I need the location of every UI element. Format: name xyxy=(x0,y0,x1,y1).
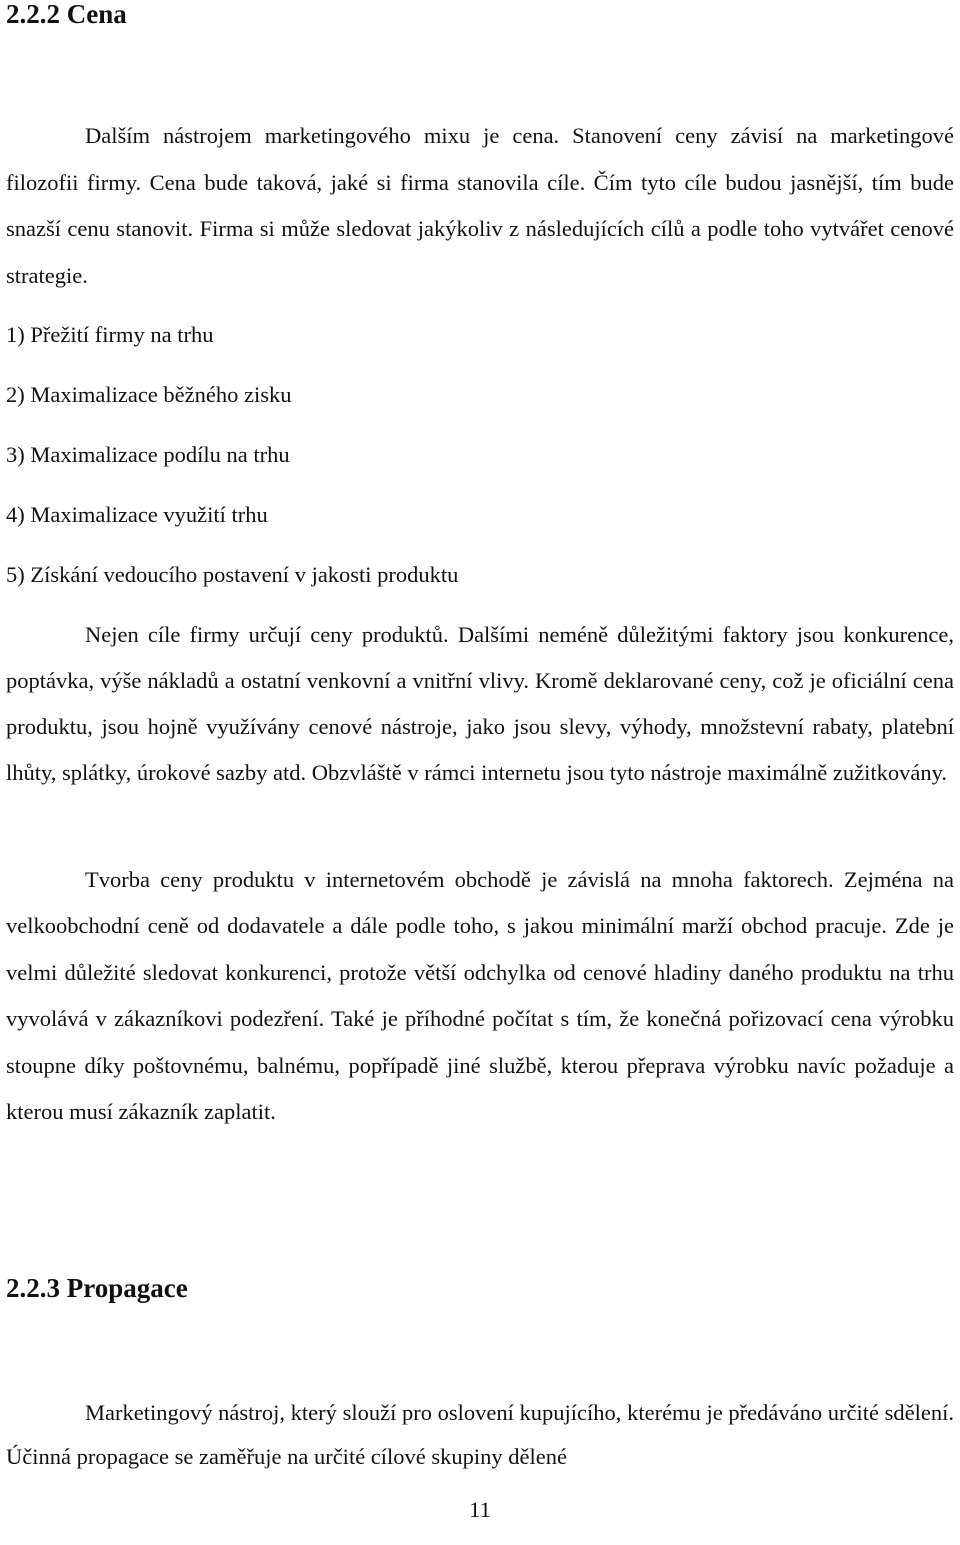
pricing-goals-list xyxy=(6,320,458,620)
paragraph-price-factors: Nejen cíle firmy určují ceny produktů. Dalšími neméně důležitými faktory jsou konkurence, poptávka, výše nákladů a ostatní venkovní a vnitřní vlivy. Kromě deklarované ceny, což je oficiální cena produktu, jsou hojně využívány cenové nástroje, jako jsou slevy, výhody, množstevní rabaty, platební lhůty, splátky, úrokové sazby atd. Obzvláště v rámci internetu jsou tyto nástroje maximálně zužitkovány. xyxy=(6,622,954,785)
paragraph-pricing-intro: Dalším nástrojem marketingového mixu je cena. Stanovení ceny závisí na marketingové filozofii firmy. Cena bude taková, jaké si firma stanovila cíle. Čím tyto cíle budou jasnější, tím bude snazší cenu stanovit. Firma si může sledovat jakýkoliv z následujících cílů a podle toho vytvářet cenové strategie. xyxy=(6,123,954,288)
list-item: 5) Získání vedoucího postavení v jakosti produktu xyxy=(6,562,459,587)
section-heading-propagace: 2.2.3 Propagace xyxy=(6,1273,188,1303)
section-heading-cena: 2.2.2 Cena xyxy=(6,0,127,29)
list-item: 3) Maximalizace podílu na trhu xyxy=(6,442,290,467)
page-number: 11 xyxy=(469,1497,491,1522)
paragraph-promotion-intro: Marketingový nástroj, který slouží pro oslovení kupujícího, kterému je předáváno určité sdělení. Účinná propagace se zaměřuje na určité cílové skupiny dělené xyxy=(6,1400,954,1469)
list-item: 2) Maximalizace běžného zisku xyxy=(6,382,292,407)
paragraph-eshop-pricing: Tvorba ceny produktu v internetovém obchodě je závislá na mnoha faktorech. Zejména na velkoobchodní ceně od dodavatele a dále podle toho, s jakou minimální marží obchod pracuje. Zde je velmi důležité sledovat konkurenci, protože větší odchylka od cenové hladiny daného produktu na trhu vyvolává v zákazníkovi podezření. Také je příhodné počítat s tím, že konečná pořizovací cena výrobku stoupne díky poštovnému, balnému, popřípadě jiné službě, kterou přeprava výrobku navíc požaduje a kterou musí zákazník zaplatit. xyxy=(6,867,954,1125)
list-item: 1) Přežití firmy na trhu xyxy=(6,322,214,347)
list-item: 4) Maximalizace využití trhu xyxy=(6,502,268,527)
